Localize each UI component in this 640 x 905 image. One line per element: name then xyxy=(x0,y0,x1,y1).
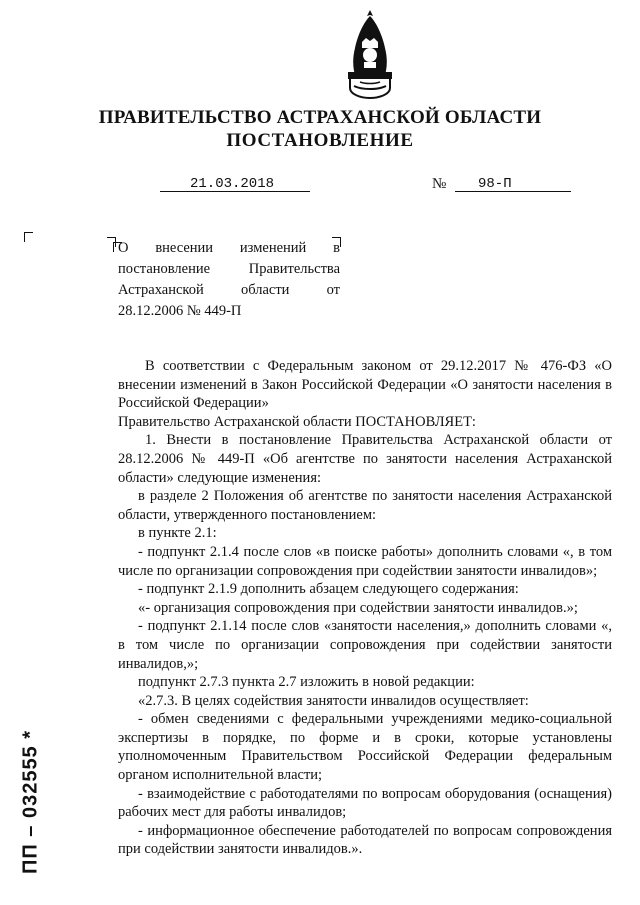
document-type: ПОСТАНОВЛЕНИЕ xyxy=(226,130,414,151)
item-1: 1. Внести в постановление Правительства Астраханской области от 28.12.2006 № 449-П «Об агентстве по занятости населения Астраханской области» следующие изменения: xyxy=(118,432,612,486)
number-underline xyxy=(455,191,571,192)
number-sign: № xyxy=(432,176,447,192)
document-body xyxy=(118,357,612,859)
subpoint-2-7-3-intro: «2.7.3. В целях содействия занятости инвалидов осуществляет: xyxy=(138,692,529,709)
resolves-line: Правительство Астраханской области ПОСТАНОВЛЯЕТ: xyxy=(118,413,476,430)
side-serial-code xyxy=(13,712,49,892)
side-serial-text: ПП – 032555 * xyxy=(19,729,42,875)
coat-of-arms-emblem xyxy=(340,8,400,100)
subpoint-2-1-4: - подпункт 2.1.4 после слов «в поиске работы» дополнить словами «, в том числе по организации сопровождения при содействии занятости инвалидов»; xyxy=(118,543,612,579)
section-2: в разделе 2 Положения об агентстве по занятости населения Астраханской области, утвержденного постановлением: xyxy=(118,488,612,523)
preamble: В соответствии с Федеральным законом от 29.12.2017 № 476-ФЗ «О внесении изменений в Закон Российской Федерации «О занятости населения в Российской Федерации» xyxy=(118,358,612,412)
corner-mark xyxy=(24,232,33,242)
subpoint-2-7-3: подпункт 2.7.3 пункта 2.7 изложить в новой редакции: xyxy=(138,674,475,691)
document-date: 21.03.2018 xyxy=(190,176,275,192)
subpoint-2-1-9-text: «- организация сопровождения при содействии занятости инвалидов.»; xyxy=(138,599,578,616)
subpoint-2-1-9: - подпункт 2.1.9 дополнить абзацем следующего содержания: xyxy=(138,581,519,598)
subpoint-2-1-14: - подпункт 2.1.14 после слов «занятости населения,» дополнить словами «, в том числе по организации сопровождения при содействии занятости инвалидов,»; xyxy=(118,618,612,672)
organization-name: ПРАВИТЕЛЬСТВО АСТРАХАНСКОЙ ОБЛАСТИ xyxy=(98,107,542,128)
date-underline xyxy=(160,191,310,192)
bullet-3: - информационное обеспечение работодателей по вопросам сопровождения при содействии занятости инвалидов.». xyxy=(118,822,612,858)
document-number: 98-П xyxy=(478,176,512,192)
point-2-1: в пункте 2.1: xyxy=(138,525,217,542)
bullet-2: - взаимодействие с работодателями по вопросам оборудования (оснащения) рабочих мест для работы инвалидов; xyxy=(118,785,612,821)
document-subject: О внесении изменений в постановление Правительства Астраханской области от 28.12.2006 № 449-П xyxy=(118,240,340,319)
bullet-1: - обмен сведениями с федеральными учреждениями медико-социальной экспертизы в порядке, по форме и в сроки, которые установлены уполномоченным Правительством Российской Федерации федеральным органом исполнительной власти; xyxy=(118,711,612,784)
